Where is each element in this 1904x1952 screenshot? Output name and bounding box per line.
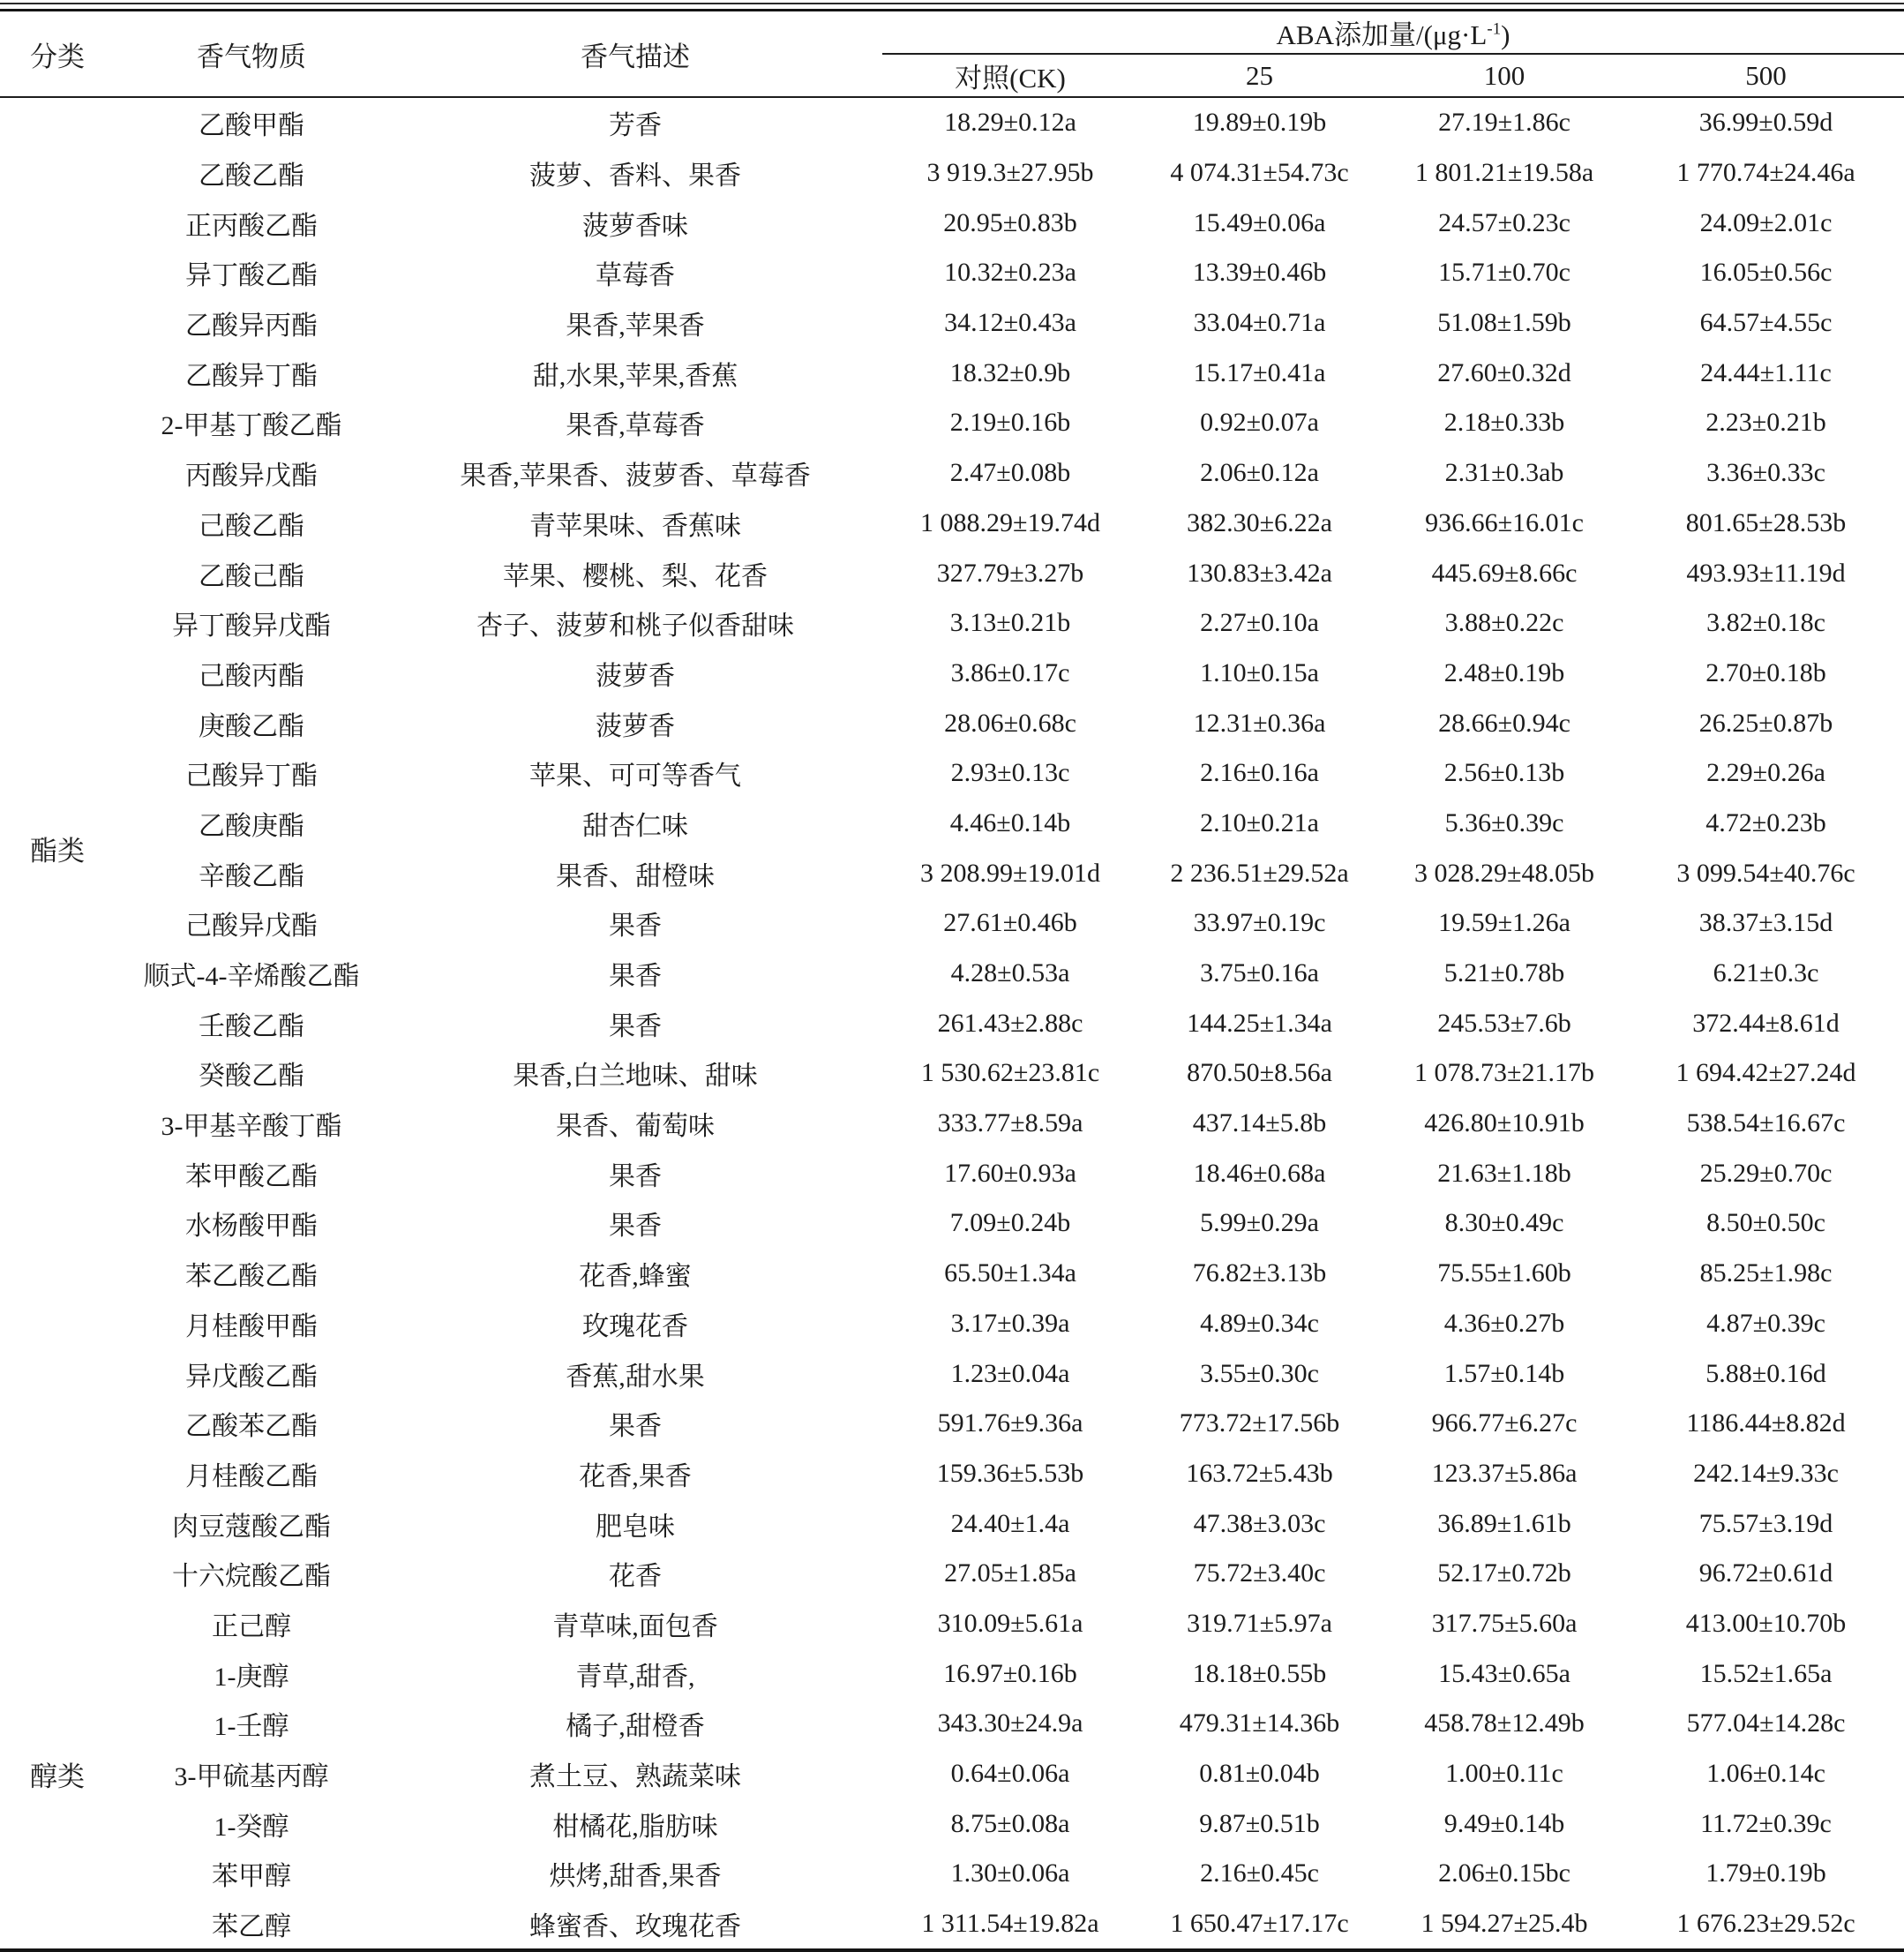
value-100-cell: 1 078.73±21.17b: [1414, 1058, 1594, 1088]
value-500-cell: 2.29±0.26a: [1706, 758, 1825, 788]
description-cell: 肥皂味: [596, 1512, 675, 1542]
table-row: [0, 1699, 1904, 1749]
value-25-cell: 18.18±0.55b: [1192, 1658, 1327, 1688]
value-ck-cell: 16.97±0.16b: [943, 1658, 1077, 1688]
table-row: [0, 799, 1904, 849]
value-100-cell: 5.21±0.78b: [1443, 958, 1565, 988]
table-row: [0, 1549, 1904, 1599]
value-100-cell: 75.55±1.60b: [1437, 1258, 1571, 1288]
value-25-cell: 479.31±14.36b: [1179, 1708, 1340, 1738]
value-ck-cell: 24.40±1.4a: [950, 1508, 1070, 1538]
description-cell: 杏子、菠萝和桃子似香甜味: [476, 612, 794, 642]
value-ck-cell: 343.30±24.9a: [937, 1708, 1083, 1738]
value-100-cell: 2.18±0.33b: [1443, 408, 1565, 438]
substance-cell: 1-壬醇: [214, 1712, 289, 1742]
value-ck-cell: 65.50±1.34a: [944, 1258, 1076, 1288]
value-25-cell: 12.31±0.36a: [1193, 708, 1326, 738]
table-row: [0, 898, 1904, 949]
table-row: [0, 1648, 1904, 1699]
description-cell: 烘烤,甜香,果香: [549, 1862, 722, 1892]
table-row: [0, 1749, 1904, 1799]
col-header-category: 分类: [0, 11, 115, 98]
value-100-cell: 2.06±0.15bc: [1438, 1858, 1570, 1888]
value-500-cell: 24.09±2.01c: [1699, 207, 1833, 237]
substance-cell: 壬酸乙酯: [199, 1011, 304, 1041]
value-25-cell: 75.72±3.40c: [1193, 1558, 1326, 1588]
description-cell: 柑橘花,脂肪味: [552, 1812, 718, 1842]
value-25-cell: 18.46±0.68a: [1193, 1158, 1326, 1188]
value-25-cell: 2 236.51±29.52a: [1170, 858, 1349, 888]
table-row: [0, 1148, 1904, 1198]
value-100-cell: 1.57±0.14b: [1443, 1358, 1565, 1388]
substance-cell: 庚酸乙酯: [199, 711, 304, 741]
value-ck-cell: 1.30±0.06a: [950, 1858, 1070, 1888]
table-header: [0, 11, 1904, 98]
substance-cell: 顺式-4-辛烯酸乙酯: [143, 962, 360, 992]
substance-cell: 己酸丙酯: [199, 661, 304, 691]
substance-cell: 水杨酸甲酯: [185, 1212, 318, 1242]
substance-cell: 苯甲酸乙酯: [185, 1161, 318, 1191]
substance-cell: 癸酸乙酯: [199, 1062, 304, 1092]
value-ck-cell: 0.64±0.06a: [950, 1759, 1070, 1789]
value-100-cell: 15.71±0.70c: [1438, 258, 1570, 288]
substance-cell: 3-甲基辛酸丁酯: [161, 1112, 342, 1142]
value-100-cell: 5.36±0.39c: [1444, 807, 1564, 837]
value-100-cell: 123.37±5.86a: [1431, 1458, 1578, 1488]
value-ck-cell: 3.13±0.21b: [949, 608, 1071, 638]
value-100-cell: 458.78±12.49b: [1424, 1708, 1585, 1738]
substance-cell: 正己醇: [212, 1611, 291, 1641]
value-500-cell: 493.93±11.19d: [1686, 558, 1846, 588]
col-header-100: 100: [1381, 54, 1628, 97]
value-500-cell: 3.36±0.33c: [1706, 458, 1825, 488]
value-25-cell: 2.10±0.21a: [1200, 807, 1319, 837]
value-25-cell: 319.71±5.97a: [1187, 1608, 1332, 1638]
description-cell: 青草,甜香,: [575, 1662, 695, 1692]
substance-cell: 肉豆蔻酸乙酯: [172, 1512, 331, 1542]
value-25-cell: 13.39±0.46b: [1192, 258, 1327, 288]
value-25-cell: 3.75±0.16a: [1200, 958, 1319, 988]
value-25-cell: 0.81±0.04b: [1199, 1759, 1320, 1789]
value-500-cell: 36.99±0.59d: [1698, 108, 1833, 138]
table-row: [0, 348, 1904, 398]
value-ck-cell: 3 208.99±19.01d: [920, 858, 1100, 888]
description-cell: 果香: [609, 1212, 662, 1242]
value-500-cell: 25.29±0.70c: [1699, 1158, 1833, 1188]
value-100-cell: 27.60±0.32d: [1437, 357, 1571, 387]
table-row: [0, 1099, 1904, 1149]
value-500-cell: 577.04±14.28c: [1686, 1708, 1846, 1738]
value-ck-cell: 27.61±0.46b: [943, 908, 1077, 938]
aba-unit-suffix: ): [1501, 19, 1510, 50]
value-500-cell: 26.25±0.87b: [1698, 708, 1833, 738]
table-row: [0, 298, 1904, 349]
value-500-cell: 64.57±4.55c: [1699, 308, 1833, 338]
description-cell: 玫瑰花香: [582, 1311, 688, 1341]
substance-cell: 2-甲基丁酸乙酯: [161, 411, 342, 441]
description-cell: 果香: [609, 1412, 662, 1442]
description-cell: 煮土豆、熟蔬菜味: [529, 1762, 741, 1792]
value-25-cell: 5.99±0.29a: [1200, 1208, 1319, 1238]
substance-cell: 月桂酸乙酯: [185, 1461, 318, 1491]
value-ck-cell: 261.43±2.88c: [937, 1008, 1083, 1038]
value-25-cell: 2.27±0.10a: [1200, 608, 1319, 638]
description-cell: 甜杏仁味: [582, 811, 688, 841]
value-100-cell: 2.48±0.19b: [1443, 657, 1565, 687]
substance-cell: 乙酸庚酯: [199, 811, 304, 841]
value-500-cell: 242.14±9.33c: [1693, 1458, 1839, 1488]
value-100-cell: 36.89±1.61b: [1437, 1508, 1571, 1538]
header-row-1: [0, 11, 1904, 55]
table-row: [0, 649, 1904, 699]
description-cell: 苹果、樱桃、梨、花香: [503, 561, 768, 591]
value-500-cell: 96.72±0.61d: [1698, 1558, 1833, 1588]
value-ck-cell: 4.28±0.53a: [950, 958, 1070, 988]
value-500-cell: 372.44±8.61d: [1692, 1008, 1840, 1038]
aroma-table: [0, 9, 1904, 1952]
value-ck-cell: 159.36±5.53b: [936, 1458, 1084, 1488]
value-100-cell: 3 028.29±48.05b: [1414, 858, 1594, 888]
substance-cell: 1-庚醇: [214, 1662, 289, 1692]
col-group-header-aba: [882, 11, 1904, 55]
substance-cell: 异丁酸乙酯: [185, 261, 318, 291]
value-100-cell: 936.66±16.01c: [1425, 507, 1584, 537]
value-25-cell: 4 074.31±54.73c: [1170, 158, 1349, 188]
description-cell: 果香、葡萄味: [556, 1112, 715, 1142]
table-row: [0, 398, 1904, 448]
substance-cell: 正丙酸乙酯: [185, 211, 318, 241]
substance-cell: 己酸异丁酯: [185, 762, 318, 792]
value-ck-cell: 591.76±9.36a: [937, 1408, 1083, 1438]
value-100-cell: 27.19±1.86c: [1438, 108, 1570, 138]
description-cell: 草莓香: [596, 261, 675, 291]
table-row: [0, 998, 1904, 1048]
value-ck-cell: 333.77±8.59a: [937, 1108, 1083, 1138]
table-row: [0, 748, 1904, 799]
value-500-cell: 1.06±0.14c: [1706, 1759, 1825, 1789]
value-25-cell: 33.04±0.71a: [1193, 308, 1326, 338]
value-100-cell: 245.53±7.6b: [1437, 1008, 1571, 1038]
substance-cell: 乙酸苯乙酯: [185, 1412, 318, 1442]
value-25-cell: 144.25±1.34a: [1187, 1008, 1332, 1038]
substance-cell: 乙酸甲酯: [199, 111, 304, 141]
value-100-cell: 445.69±8.66c: [1431, 558, 1578, 588]
substance-cell: 乙酸乙酯: [199, 161, 304, 191]
substance-cell: 异丁酸异戊酯: [172, 612, 331, 642]
substance-cell: 乙酸异丙酯: [185, 312, 318, 342]
value-500-cell: 4.72±0.23b: [1705, 807, 1826, 837]
value-500-cell: 16.05±0.56c: [1699, 258, 1833, 288]
table-row: [0, 1449, 1904, 1499]
table-row: [0, 1399, 1904, 1449]
value-500-cell: 85.25±1.98c: [1699, 1258, 1833, 1288]
value-ck-cell: 2.19±0.16b: [949, 408, 1071, 438]
value-25-cell: 19.89±0.19b: [1192, 108, 1327, 138]
table-row: [0, 698, 1904, 748]
table-row: [0, 949, 1904, 999]
value-500-cell: 538.54±16.67c: [1686, 1108, 1846, 1138]
substance-cell: 乙酸己酯: [199, 561, 304, 591]
top-rule-thin: [0, 3, 1904, 4]
table-row: [0, 1849, 1904, 1899]
value-500-cell: 24.44±1.11c: [1700, 357, 1832, 387]
value-500-cell: 1186.44±8.82d: [1686, 1408, 1846, 1438]
value-25-cell: 1.10±0.15a: [1200, 657, 1319, 687]
aba-unit-superscript: -1: [1487, 19, 1502, 39]
value-100-cell: 9.49±0.14b: [1443, 1808, 1565, 1838]
value-ck-cell: 4.46±0.14b: [949, 807, 1071, 837]
value-500-cell: 1 770.74±24.46a: [1676, 158, 1855, 188]
table-row: [0, 148, 1904, 199]
description-cell: 菠萝、香料、果香: [529, 161, 741, 191]
value-500-cell: 3 099.54±40.76c: [1676, 858, 1855, 888]
description-cell: 花香: [609, 1562, 662, 1592]
table-row: [0, 1798, 1904, 1849]
description-cell: 蜂蜜香、玫瑰花香: [529, 1912, 741, 1942]
value-500-cell: 1 694.42±27.24d: [1675, 1058, 1856, 1088]
value-100-cell: 51.08±1.59b: [1437, 308, 1571, 338]
value-100-cell: 317.75±5.60a: [1431, 1608, 1578, 1638]
value-ck-cell: 18.29±0.12a: [944, 108, 1076, 138]
value-500-cell: 413.00±10.70b: [1685, 1608, 1847, 1638]
description-cell: 果香、甜橙味: [556, 861, 715, 891]
table-row: [0, 248, 1904, 298]
value-500-cell: 6.21±0.3c: [1713, 958, 1819, 988]
substance-cell: 苯乙酸乙酯: [185, 1262, 318, 1292]
table-row: [0, 198, 1904, 248]
col-header-ck: 对照(CK): [882, 54, 1138, 97]
substance-cell: 1-癸醇: [214, 1812, 289, 1842]
substance-cell: 月桂酸甲酯: [185, 1311, 318, 1341]
col-header-description: 香气描述: [388, 11, 882, 98]
description-cell: 甜,水果,苹果,香蕉: [532, 361, 738, 391]
table-row: [0, 499, 1904, 549]
description-cell: 青苹果味、香蕉味: [529, 511, 741, 541]
value-500-cell: 2.70±0.18b: [1705, 657, 1826, 687]
value-ck-cell: 10.32±0.23a: [944, 258, 1076, 288]
table-row: [0, 1048, 1904, 1099]
category-cell: 醇类: [30, 1761, 85, 1792]
description-cell: 香蕉,甜水果: [566, 1362, 705, 1392]
description-cell: 菠萝香味: [582, 211, 688, 241]
table-row: [0, 1249, 1904, 1299]
value-100-cell: 2.56±0.13b: [1443, 758, 1565, 788]
substance-cell: 辛酸乙酯: [199, 861, 304, 891]
description-cell: 果香: [609, 912, 662, 942]
value-500-cell: 1 676.23±29.52c: [1676, 1909, 1855, 1939]
value-ck-cell: 7.09±0.24b: [949, 1208, 1071, 1238]
value-ck-cell: 3 919.3±27.95b: [926, 158, 1094, 188]
aba-unit-prefix: ABA添加量/(μg·L: [1276, 19, 1488, 50]
table-row: [0, 848, 1904, 898]
value-25-cell: 130.83±3.42a: [1187, 558, 1332, 588]
value-100-cell: 52.17±0.72b: [1437, 1558, 1571, 1588]
value-500-cell: 8.50±0.50c: [1706, 1208, 1825, 1238]
table-row: [0, 97, 1904, 148]
table-row: [0, 1348, 1904, 1399]
value-500-cell: 801.65±28.53b: [1685, 507, 1847, 537]
value-100-cell: 21.63±1.18b: [1437, 1158, 1571, 1188]
value-25-cell: 15.49±0.06a: [1193, 207, 1326, 237]
value-ck-cell: 1.23±0.04a: [950, 1358, 1070, 1388]
value-100-cell: 8.30±0.49c: [1444, 1208, 1564, 1238]
value-100-cell: 19.59±1.26a: [1438, 908, 1570, 938]
value-25-cell: 870.50±8.56a: [1187, 1058, 1332, 1088]
value-25-cell: 47.38±3.03c: [1193, 1508, 1326, 1538]
value-ck-cell: 17.60±0.93a: [944, 1158, 1076, 1188]
substance-cell: 异戊酸乙酯: [185, 1362, 318, 1392]
table-row: [0, 1299, 1904, 1349]
description-cell: 果香: [609, 1011, 662, 1041]
substance-cell: 己酸异戊酯: [185, 912, 318, 942]
substance-cell: 十六烷酸乙酯: [172, 1562, 331, 1592]
value-25-cell: 163.72±5.43b: [1186, 1458, 1333, 1488]
value-100-cell: 1 594.27±25.4b: [1421, 1909, 1588, 1939]
value-100-cell: 24.57±0.23c: [1438, 207, 1570, 237]
value-25-cell: 773.72±17.56b: [1179, 1408, 1340, 1438]
value-ck-cell: 34.12±0.43a: [944, 308, 1076, 338]
value-25-cell: 3.55±0.30c: [1200, 1358, 1319, 1388]
value-25-cell: 76.82±3.13b: [1192, 1258, 1327, 1288]
substance-cell: 乙酸异丁酯: [185, 361, 318, 391]
table-row: [0, 448, 1904, 499]
value-ck-cell: 28.06±0.68c: [944, 708, 1076, 738]
col-header-25: 25: [1138, 54, 1381, 97]
value-25-cell: 9.87±0.51b: [1199, 1808, 1320, 1838]
description-cell: 青草味,面包香: [552, 1611, 718, 1641]
substance-cell: 苯乙醇: [212, 1912, 291, 1942]
value-ck-cell: 327.79±3.27b: [936, 558, 1084, 588]
value-500-cell: 1.79±0.19b: [1705, 1858, 1826, 1888]
value-25-cell: 2.06±0.12a: [1200, 458, 1319, 488]
substance-cell: 丙酸异戊酯: [185, 462, 318, 492]
value-500-cell: 5.88±0.16d: [1705, 1358, 1826, 1388]
value-25-cell: 2.16±0.45c: [1200, 1858, 1319, 1888]
table-row: [0, 1198, 1904, 1249]
value-500-cell: 15.52±1.65a: [1699, 1658, 1833, 1688]
description-cell: 菠萝香: [596, 661, 675, 691]
value-ck-cell: 1 311.54±19.82a: [921, 1909, 1099, 1939]
description-cell: 果香: [609, 1161, 662, 1191]
value-500-cell: 4.87±0.39c: [1706, 1308, 1825, 1338]
value-500-cell: 75.57±3.19d: [1698, 1508, 1833, 1538]
substance-cell: 苯甲醇: [212, 1862, 291, 1892]
description-cell: 花香,蜂蜜: [579, 1262, 692, 1292]
description-cell: 果香,草莓香: [566, 411, 705, 441]
value-ck-cell: 20.95±0.83b: [943, 207, 1077, 237]
value-500-cell: 11.72±0.39c: [1700, 1808, 1832, 1838]
value-ck-cell: 27.05±1.85a: [944, 1558, 1076, 1588]
table-body: [0, 97, 1904, 1950]
value-ck-cell: 8.75±0.08a: [950, 1808, 1070, 1838]
value-100-cell: 3.88±0.22c: [1444, 608, 1564, 638]
table-row: [0, 548, 1904, 598]
value-25-cell: 382.30±6.22a: [1187, 507, 1332, 537]
value-500-cell: 38.37±3.15d: [1698, 908, 1833, 938]
table-row: [0, 1498, 1904, 1549]
value-500-cell: 2.23±0.21b: [1705, 408, 1826, 438]
value-25-cell: 2.16±0.16a: [1200, 758, 1319, 788]
value-100-cell: 4.36±0.27b: [1443, 1308, 1565, 1338]
value-100-cell: 2.31±0.3ab: [1444, 458, 1564, 488]
value-ck-cell: 2.47±0.08b: [949, 458, 1071, 488]
value-ck-cell: 3.86±0.17c: [950, 657, 1070, 687]
value-ck-cell: 2.93±0.13c: [950, 758, 1070, 788]
description-cell: 果香,白兰地味、甜味: [513, 1062, 758, 1092]
value-500-cell: 3.82±0.18c: [1706, 608, 1825, 638]
value-100-cell: 1 801.21±19.58a: [1414, 158, 1594, 188]
table-row: [0, 598, 1904, 649]
value-ck-cell: 1 088.29±19.74d: [920, 507, 1100, 537]
col-header-substance: 香气物质: [115, 11, 388, 98]
value-25-cell: 15.17±0.41a: [1193, 357, 1326, 387]
description-cell: 橘子,甜橙香: [566, 1712, 705, 1742]
value-100-cell: 15.43±0.65a: [1438, 1658, 1570, 1688]
category-cell: 酯类: [30, 835, 85, 867]
value-100-cell: 1.00±0.11c: [1445, 1759, 1563, 1789]
description-cell: 芳香: [609, 111, 662, 141]
value-25-cell: 4.89±0.34c: [1200, 1308, 1319, 1338]
value-ck-cell: 1 530.62±23.81c: [920, 1058, 1100, 1088]
table-row: [0, 1599, 1904, 1649]
col-header-500: 500: [1628, 54, 1904, 97]
description-cell: 菠萝香: [596, 711, 675, 741]
description-cell: 果香: [609, 962, 662, 992]
description-cell: 果香,苹果香、菠萝香、草莓香: [460, 462, 811, 492]
substance-cell: 3-甲硫基丙醇: [174, 1762, 329, 1792]
value-25-cell: 437.14±5.8b: [1192, 1108, 1327, 1138]
value-100-cell: 426.80±10.91b: [1424, 1108, 1585, 1138]
value-100-cell: 966.77±6.27c: [1431, 1408, 1578, 1438]
value-100-cell: 28.66±0.94c: [1438, 708, 1570, 738]
substance-cell: 己酸乙酯: [199, 511, 304, 541]
value-ck-cell: 3.17±0.39a: [950, 1308, 1070, 1338]
value-ck-cell: 310.09±5.61a: [937, 1608, 1083, 1638]
description-cell: 苹果、可可等香气: [529, 762, 741, 792]
value-25-cell: 33.97±0.19c: [1193, 908, 1326, 938]
value-ck-cell: 18.32±0.9b: [949, 357, 1071, 387]
description-cell: 果香,苹果香: [566, 312, 705, 342]
value-25-cell: 0.92±0.07a: [1200, 408, 1319, 438]
description-cell: 花香,果香: [579, 1461, 692, 1491]
value-25-cell: 1 650.47±17.17c: [1170, 1909, 1349, 1939]
